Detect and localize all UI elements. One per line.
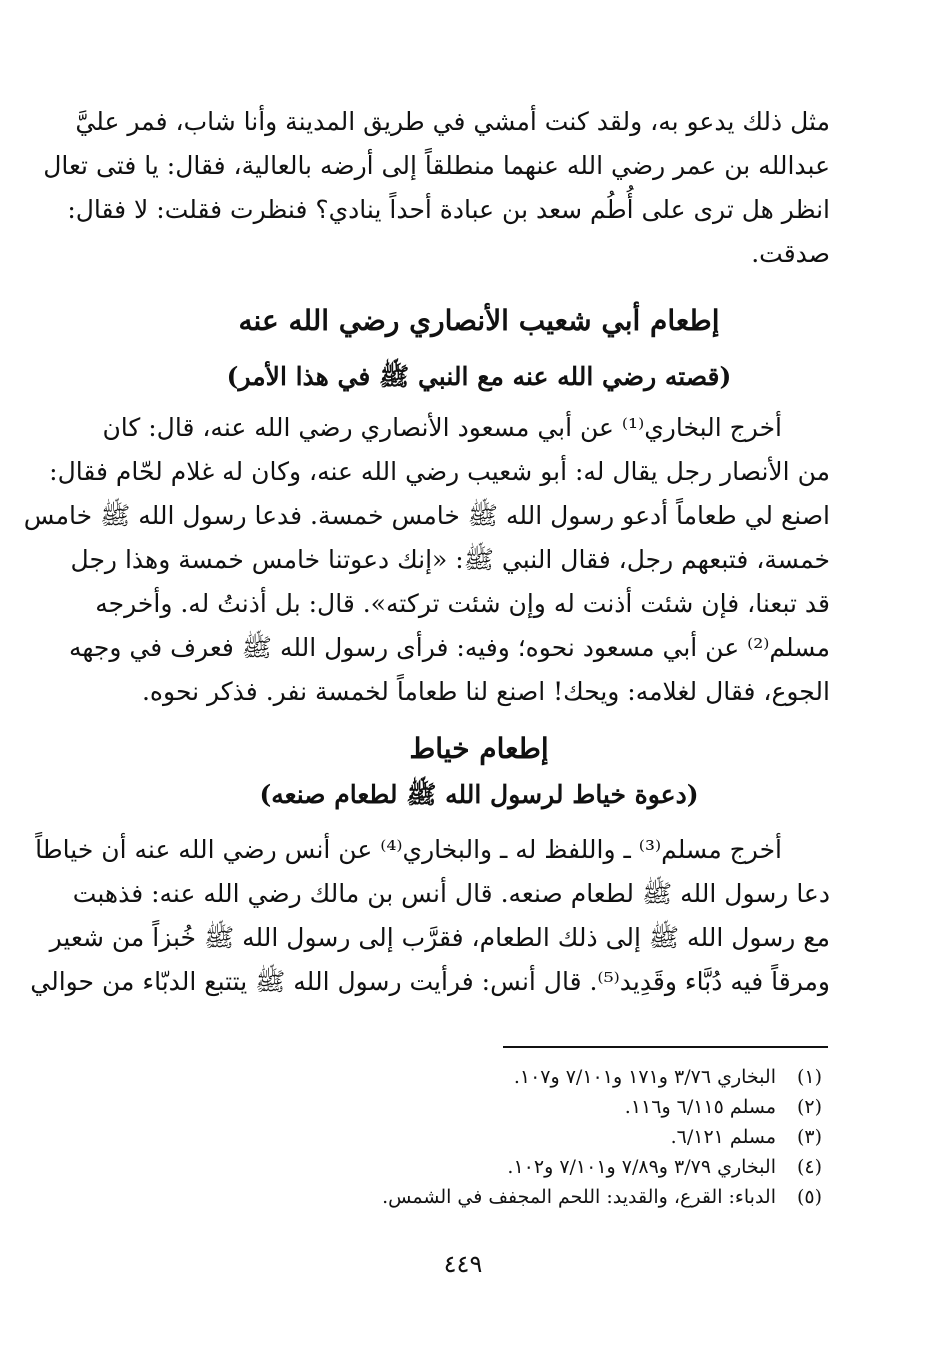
footnote-number: (٥) <box>796 1186 822 1208</box>
section-body <box>23 406 830 714</box>
section-body <box>30 828 830 1004</box>
section-title: إطعام أبي شعيب الأنصاري رضي الله عنه <box>238 304 720 337</box>
text-line: الجوع، فقال لغلامه: ويحك! اصنع لنا طعاماً لخمسة نفر. فذكر نحوه. <box>141 677 830 706</box>
text-line: عبدالله بن عمر رضي الله عنهما منطلقاً إلى أرضه بالعالية، فقال: يا فتى تعال <box>43 151 830 180</box>
text-line: أخرج البخاري⁽¹⁾ عن أبي مسعود الأنصاري رضي الله عنه، قال: كان <box>102 413 782 442</box>
text-line: أخرج مسلم⁽³⁾ ـ واللفظ له ـ والبخاري⁽⁴⁾ عن أنس رضي الله عنه أن خياطاً <box>35 835 782 864</box>
text-line: اصنع لي طعاماً أدعو رسول الله ﷺ خامس خمسة. فدعا رسول الله ﷺ خامس <box>23 501 830 530</box>
footnote-item <box>352 1092 822 1122</box>
text-line: خمسة، فتبعهم رجل، فقال النبي ﷺ: «إنك دعوتنا خامس خمسة وهذا رجل <box>70 545 830 574</box>
text-line: دعا رسول الله ﷺ لطعام صنعه. قال أنس بن مالك رضي الله عنه: فذهبت <box>72 879 830 908</box>
footnote-number: (٢) <box>796 1096 822 1118</box>
text-line: ومرقاً فيه دُبَّاء وقَدِيد⁽⁵⁾. قال أنس: فرأيت رسول الله ﷺ يتتبع الدبّاء من حوالي <box>30 967 830 996</box>
text-line: انظر هل ترى على أُطُم سعد بن عبادة أحداً ينادي؟ فنظرت فقلت: لا فقال: <box>67 195 830 224</box>
paragraph-continuation <box>43 100 830 276</box>
footnote-text: مسلم ٦/١٢١. <box>670 1126 776 1148</box>
text-line: مسلم⁽²⁾ عن أبي مسعود نحوه؛ وفيه: فرأى رسول الله ﷺ فعرف في وجهه <box>69 633 830 662</box>
text-line: من الأنصار رجل يقال له: أبو شعيب رضي الله عنه، وكان له غلام لحّام فقال: <box>49 457 830 486</box>
section-subtitle: (قصته رضي الله عنه مع النبي ﷺ في هذا الأمر) <box>226 362 732 391</box>
footnote-text: البخاري ٣/٧٦ و١٧١ و٧/١٠١ و١٠٧. <box>513 1066 776 1088</box>
text-line: صدقت. <box>751 239 830 268</box>
section-title: إطعام خياط <box>409 732 549 765</box>
page-number: ٤٤٩ <box>443 1250 483 1278</box>
footnote-item <box>352 1182 822 1212</box>
footnote-item <box>352 1122 822 1152</box>
page-body <box>23 100 830 1004</box>
section-subtitle: (دعوة خياط لرسول الله ﷺ لطعام صنعه) <box>259 780 699 809</box>
footnotes <box>352 1062 822 1212</box>
footnote-text: مسلم ٦/١١٥ و١١٦. <box>624 1096 776 1118</box>
text-line: مثل ذلك يدعو به، ولقد كنت أمشي في طريق المدينة وأنا شاب، فمر عليَّ <box>75 107 830 136</box>
footnote-text: البخاري ٣/٧٩ و٧/٨٩ و٧/١٠١ و١٠٢. <box>507 1156 776 1178</box>
text-line: مع رسول الله ﷺ إلى ذلك الطعام، فقرَّب إلى رسول الله ﷺ خُبزاً من شعير <box>49 923 830 952</box>
footnote-item <box>352 1062 822 1092</box>
footnote-number: (٤) <box>796 1156 822 1178</box>
footnote-number: (١) <box>796 1066 822 1088</box>
footnote-divider <box>503 1046 828 1048</box>
footnote-text: الدباء: القرع، والقديد: اللحم المجفف في الشمس. <box>382 1186 776 1208</box>
footnote-item <box>352 1152 822 1182</box>
text-line: قد تبعنا، فإن شئت أذنت له وإن شئت تركته». قال: بل أذنتُ له. وأخرجه <box>95 589 830 618</box>
footnote-number: (٣) <box>796 1126 822 1148</box>
